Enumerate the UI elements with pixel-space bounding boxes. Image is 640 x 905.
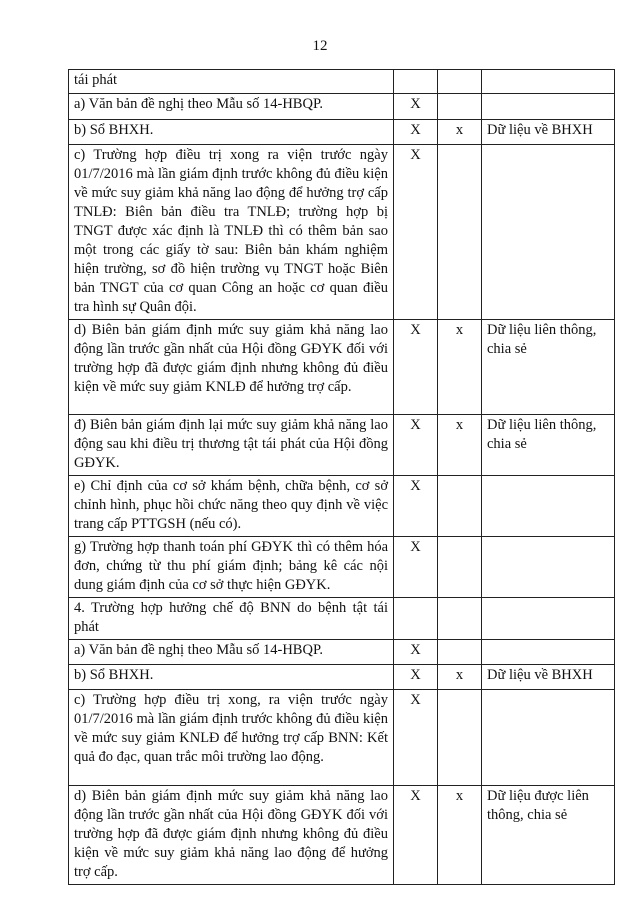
- column-2-cell: X: [394, 120, 438, 145]
- column-4-cell: [482, 145, 615, 320]
- column-4-cell: [482, 640, 615, 665]
- column-2-cell: X: [394, 94, 438, 120]
- table-row: [69, 145, 615, 320]
- column-3-cell: [438, 598, 482, 640]
- column-4-cell: Dữ liệu về BHXH: [482, 665, 615, 690]
- page-number: 12: [312, 38, 328, 54]
- table-row: [69, 320, 615, 415]
- row-text-cell: c) Trường hợp điều trị xong, ra viện trước ngày 01/7/2016 mà lần giám định trước không đủ điều kiện về mức suy giảm KNLĐ để hưởng trợ cấp BNN: Kết quả đo đạc, quan trắc môi trường lao động.: [69, 690, 394, 786]
- column-2-cell: X: [394, 537, 438, 598]
- row-text-cell: đ) Biên bản giám định lại mức suy giảm khả năng lao động sau khi điều trị thương tật tái phát của Hội đồng GĐYK.: [69, 415, 394, 476]
- table-row: [69, 665, 615, 690]
- table-row: [69, 690, 615, 786]
- column-3-cell: x: [438, 415, 482, 476]
- column-2-cell: X: [394, 786, 438, 885]
- column-3-cell: x: [438, 665, 482, 690]
- column-4-cell: [482, 70, 615, 94]
- row-text-cell: d) Biên bản giám định mức suy giảm khả năng lao động lần trước gần nhất của Hội đồng GĐYK đối với trường hợp đã được giám định nhưng không đủ điều kiện về mức suy giảm khả năng lao động để hưởng trợ cấp.: [69, 786, 394, 885]
- table-row: [69, 786, 615, 885]
- row-text-cell: 4. Trường hợp hưởng chế độ BNN do bệnh tật tái phát: [69, 598, 394, 640]
- column-2-cell: [394, 598, 438, 640]
- table-row: [69, 537, 615, 598]
- column-2-cell: X: [394, 690, 438, 786]
- row-text-cell: d) Biên bản giám định mức suy giảm khả năng lao động lần trước gần nhất của Hội đồng GĐYK đối với trường hợp đã được giám định nhưng không đủ điều kiện về mức suy giảm KNLĐ để hưởng trợ cấp.: [69, 320, 394, 415]
- document-table: [68, 69, 615, 885]
- column-2-cell: X: [394, 320, 438, 415]
- table-row: [69, 640, 615, 665]
- row-text-cell: c) Trường hợp điều trị xong ra viện trước ngày 01/7/2016 mà lần giám định trước không đủ điều kiện về mức suy giảm khả năng lao động để hưởng trợ cấp TNLĐ: Biên bản điều tra TNLĐ; trường hợp bị TNGT được xác định là TNLĐ thì có thêm bản sao một trong các giấy tờ sau: Biên bản khám nghiệm hiện trường, sơ đồ hiện trường vụ TNGT hoặc Biên bản TNGT của cơ quan Công an hoặc cơ quan điều tra hình sự Quân đội.: [69, 145, 394, 320]
- column-3-cell: [438, 640, 482, 665]
- column-2-cell: X: [394, 145, 438, 320]
- column-2-cell: X: [394, 476, 438, 537]
- column-3-cell: [438, 70, 482, 94]
- column-4-cell: Dữ liệu liên thông, chia sẻ: [482, 415, 615, 476]
- column-3-cell: x: [438, 320, 482, 415]
- table-row: [69, 598, 615, 640]
- row-text-cell: b) Sổ BHXH.: [69, 120, 394, 145]
- row-text-cell: e) Chỉ định của cơ sở khám bệnh, chữa bệnh, cơ sở chỉnh hình, phục hồi chức năng theo quy định về việc trang cấp PTTGSH (nếu có).: [69, 476, 394, 537]
- column-4-cell: [482, 476, 615, 537]
- column-3-cell: [438, 94, 482, 120]
- column-4-cell: Dữ liệu về BHXH: [482, 120, 615, 145]
- column-3-cell: x: [438, 786, 482, 885]
- column-3-cell: [438, 537, 482, 598]
- table-row: [69, 415, 615, 476]
- table-row: [69, 94, 615, 120]
- column-3-cell: [438, 476, 482, 537]
- table-row: [69, 476, 615, 537]
- column-4-cell: Dữ liệu liên thông, chia sẻ: [482, 320, 615, 415]
- column-2-cell: X: [394, 665, 438, 690]
- column-3-cell: [438, 145, 482, 320]
- row-text-cell: g) Trường hợp thanh toán phí GĐYK thì có thêm hóa đơn, chứng từ thu phí giám định; bảng kê các nội dung giám định của cơ sở thực hiện GĐYK.: [69, 537, 394, 598]
- column-2-cell: X: [394, 640, 438, 665]
- row-text-cell: tái phát: [69, 70, 394, 94]
- table-row: [69, 120, 615, 145]
- column-3-cell: [438, 690, 482, 786]
- row-text-cell: b) Sổ BHXH.: [69, 665, 394, 690]
- column-4-cell: [482, 94, 615, 120]
- column-3-cell: x: [438, 120, 482, 145]
- column-4-cell: [482, 690, 615, 786]
- column-4-cell: Dữ liệu được liên thông, chia sẻ: [482, 786, 615, 885]
- row-text-cell: a) Văn bản đề nghị theo Mẫu số 14-HBQP.: [69, 640, 394, 665]
- column-4-cell: [482, 598, 615, 640]
- column-4-cell: [482, 537, 615, 598]
- table-row: [69, 70, 615, 94]
- row-text-cell: a) Văn bản đề nghị theo Mẫu số 14-HBQP.: [69, 94, 394, 120]
- column-2-cell: [394, 70, 438, 94]
- column-2-cell: X: [394, 415, 438, 476]
